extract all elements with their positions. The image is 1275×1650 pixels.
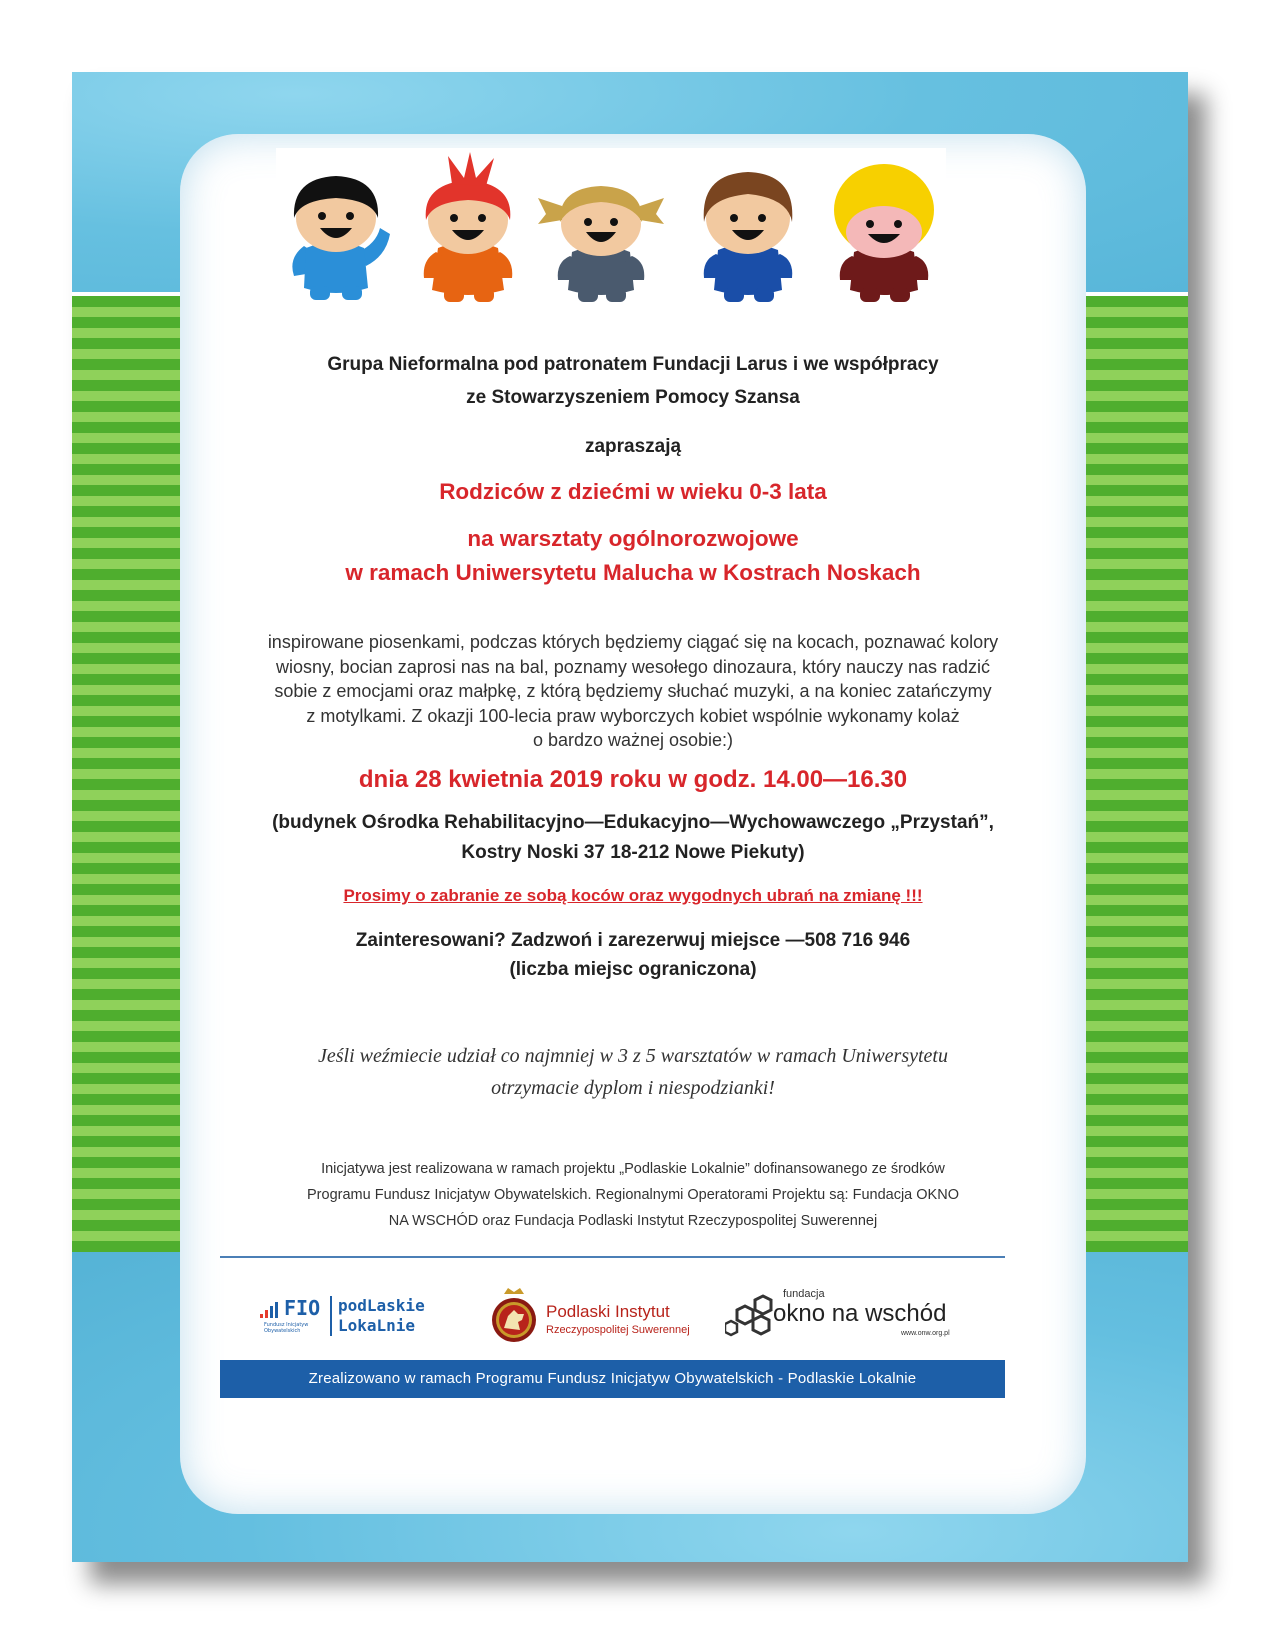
- event-date: dnia 28 kwietnia 2019 roku w godz. 14.00—16.30: [358, 766, 908, 793]
- podlaski-instytut-logo: [490, 1288, 710, 1348]
- venue-line-2: Kostry Noski 37 18-212 Nowe Piekuty): [461, 842, 805, 863]
- contact-info: [180, 930, 1086, 981]
- description-line: inspirowane piosenkami, podczas których będziemy ciągać się na kocach, poznawać kolory: [267, 632, 999, 652]
- okno-na-wschod-logo: [725, 1288, 985, 1348]
- sponsor-logos: [220, 1274, 1005, 1354]
- funding-info: [180, 1156, 1086, 1234]
- child-yellow-hair-icon: [822, 148, 946, 308]
- okno-main-label: okno na wschód: [773, 1300, 947, 1327]
- fio-text: FIO: [284, 1296, 321, 1320]
- okno-small-label: fundacja: [783, 1288, 825, 1300]
- headline-audience: Rodziców z dziećmi w wieku 0-3 lata: [439, 479, 827, 504]
- child-blonde-pigtails-icon: [536, 148, 666, 308]
- headline-workshops: na warsztaty ogólnorozwojowe: [467, 526, 799, 551]
- contact-limit-line: (liczba miejsc ograniczona): [509, 959, 757, 980]
- funding-line: Inicjatywa jest realizowana w ramach projektu „Podlaskie Lokalnie” dofinansowanego ze środków: [321, 1161, 945, 1177]
- poster: [72, 72, 1188, 1562]
- podlaskie-word-2: LokaLnie: [338, 1316, 416, 1335]
- description-line: z motylkami. Z okazji 100-lecia praw wyborczych kobiet wspólnie wykonamy kolaż: [306, 705, 960, 726]
- fio-subtitle: Fundusz Inicjatyw Obywatelskich: [264, 1322, 309, 1334]
- logo-divider: [330, 1296, 332, 1336]
- child-black-hair-icon: [276, 148, 396, 308]
- description: [180, 630, 1086, 753]
- child-red-hair-icon: [408, 148, 528, 308]
- venue-line-1: (budynek Ośrodka Rehabilitacyjno—Edukacyjno—Wychowawczego „Przystań”,: [272, 812, 994, 833]
- headline-program: w ramach Uniwersytetu Malucha w Kostrach Noskach: [345, 560, 921, 585]
- bar-graph-icon: [260, 1298, 282, 1320]
- child-brown-hair-icon: [688, 148, 808, 308]
- contact-phone-line: Zainteresowani? Zadzwoń i zarezerwuj miejsce —508 716 946: [355, 930, 911, 951]
- content-card: [180, 134, 1086, 1514]
- reward-line-1: Jeśli weźmiecie udział co najmniej w 3 z 5 warsztatów w ramach Uniwersytetu: [318, 1045, 948, 1067]
- description-line: wiosny, bocian zaprosi nas na bal, poznamy wesołego dinozaura, który nauczy nas radzić: [275, 656, 991, 677]
- intro-organizers: [180, 354, 1086, 409]
- podlaskie-word-1: podLaskie: [338, 1296, 425, 1315]
- invite-text: zapraszają: [584, 436, 682, 457]
- description-line: o bardzo ważnej osobie:): [532, 730, 734, 750]
- okno-url: www.onw.org.pl: [901, 1330, 950, 1337]
- funding-line: Programu Fundusz Inicjatyw Obywatelskich. Regionalnymi Operatorami Projektu są: Fundacja OKNO: [307, 1187, 959, 1203]
- event-venue: [180, 812, 1086, 864]
- intro-line-2: ze Stowarzyszeniem Pomocy Szansa: [466, 387, 800, 408]
- fio-podlaskie-logo: [260, 1296, 460, 1346]
- reward-note: [180, 1040, 1086, 1104]
- description-line: sobie z emocjami oraz małpkę, z którą będziemy słuchać muzyki, a na koniec zatańczymy: [274, 681, 992, 701]
- instytut-subtitle: Rzeczypospolitej Suwerennej: [546, 1324, 690, 1336]
- footer-banner: Zrealizowano w ramach Programu Fundusz Inicjatyw Obywatelskich - Podlaskie Lokalnie: [220, 1360, 1005, 1398]
- logo-separator: [220, 1256, 1005, 1258]
- funding-line: NA WSCHÓD oraz Fundacja Podlaski Instytut Rzeczypospolitej Suwerennej: [388, 1213, 878, 1229]
- children-illustration: [276, 148, 946, 308]
- reward-line-2: otrzymacie dyplom i niespodzianki!: [491, 1077, 775, 1099]
- crest-icon: [490, 1288, 538, 1344]
- instytut-name: Podlaski Instytut: [546, 1302, 670, 1321]
- intro-line-1: Grupa Nieformalna pod patronatem Fundacji Larus i we współpracy: [327, 354, 939, 375]
- bring-items-request: Prosimy o zabranie ze sobą koców oraz wygodnych ubrań na zmianę !!!: [343, 886, 923, 905]
